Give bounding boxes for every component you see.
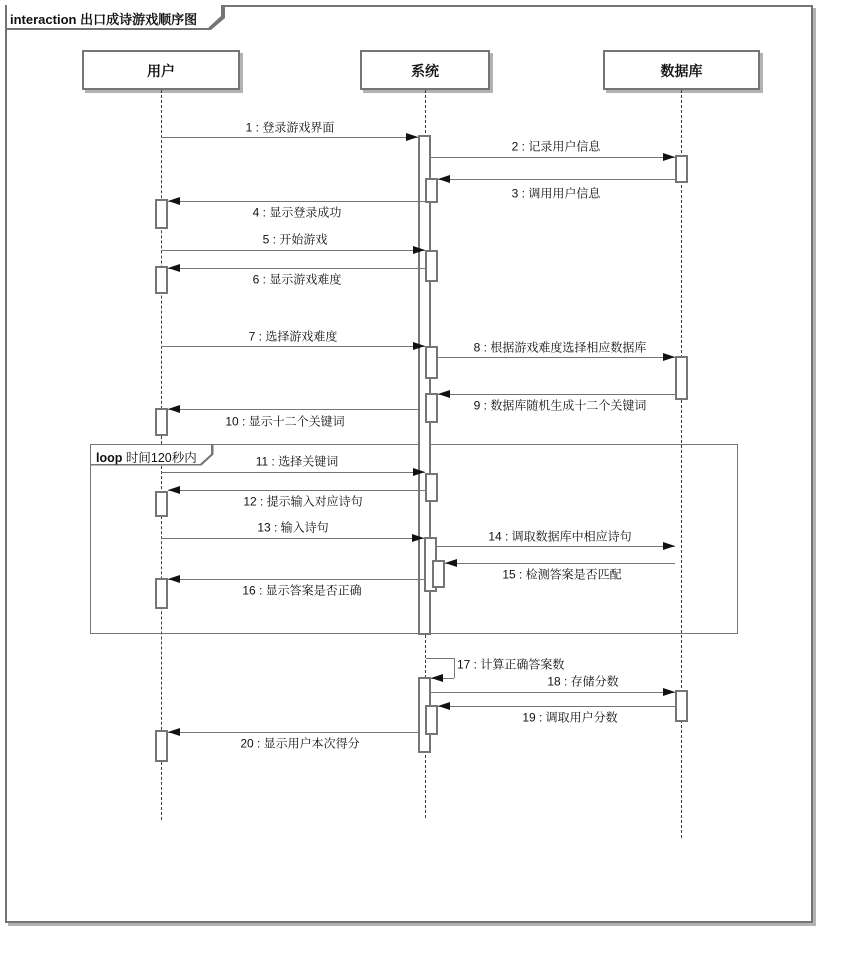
message-16-arrowhead-left <box>168 575 180 583</box>
message-7-line <box>161 346 425 347</box>
message-16-line <box>168 579 424 580</box>
loop-label <box>96 448 197 466</box>
message-17-label: 17 : 计算正确答案数 <box>457 657 565 672</box>
activation-bar-user <box>155 730 168 762</box>
activation-bar-user <box>155 199 168 229</box>
message-18-label: 18 : 存储分数 <box>547 674 619 689</box>
message-15-line <box>445 563 675 564</box>
diagram-title: interaction 出口成诗游戏顺序图 <box>10 12 198 27</box>
message-8-arrowhead-right <box>663 353 675 361</box>
activation-bar-system <box>425 178 438 203</box>
message-12-arrowhead-left <box>168 486 180 494</box>
message-6-label: 6 : 显示游戏难度 <box>252 272 342 287</box>
message-3-arrowhead-left <box>438 175 450 183</box>
message-6-line <box>168 268 425 269</box>
activation-bar-database <box>675 155 688 183</box>
message-17-line-top <box>426 658 454 659</box>
message-2-line <box>431 157 675 158</box>
actor-box-database: 数据库 <box>603 50 760 90</box>
actor-box-user: 用户 <box>82 50 240 90</box>
message-1-line <box>161 137 418 138</box>
message-1-label: 1 : 登录游戏界面 <box>245 120 335 135</box>
loop-guard: 时间120秒内 <box>122 451 197 465</box>
message-11-label: 11 : 选择关键词 <box>255 454 339 469</box>
activation-bar-user <box>155 266 168 294</box>
message-17-line-right <box>454 658 455 678</box>
message-14-label: 14 : 调取数据库中相应诗句 <box>488 529 632 544</box>
activation-bar-system <box>432 560 445 588</box>
loop-keyword: loop <box>96 451 123 465</box>
message-20-line <box>168 732 418 733</box>
message-2-label: 2 : 记录用户信息 <box>511 139 601 154</box>
message-9-arrowhead-left <box>438 390 450 398</box>
message-17-arrowhead-left <box>431 674 443 682</box>
message-19-arrowhead-left <box>438 702 450 710</box>
activation-bar-system <box>425 705 438 735</box>
message-15-label: 15 : 检测答案是否匹配 <box>502 567 622 582</box>
message-12-label: 12 : 提示输入对应诗句 <box>243 494 363 509</box>
message-18-arrowhead-right <box>663 688 675 696</box>
message-12-line <box>168 490 425 491</box>
message-9-line <box>438 394 675 395</box>
message-11-line <box>161 472 425 473</box>
activation-bar-system <box>425 473 438 502</box>
actor-box-system: 系统 <box>360 50 490 90</box>
message-3-label: 3 : 调用用户信息 <box>511 186 601 201</box>
activation-bar-system <box>425 250 438 282</box>
activation-bar-user <box>155 491 168 517</box>
activation-bar-user <box>155 578 168 609</box>
activation-bar-database <box>675 356 688 400</box>
message-5-arrowhead-right <box>413 246 425 254</box>
message-4-label: 4 : 显示登录成功 <box>252 205 342 220</box>
message-10-arrowhead-left <box>168 405 180 413</box>
message-5-line <box>161 250 425 251</box>
message-20-arrowhead-left <box>168 728 180 736</box>
message-14-line <box>437 546 675 547</box>
message-16-label: 16 : 显示答案是否正确 <box>242 583 362 598</box>
message-13-label: 13 : 输入诗句 <box>257 520 329 535</box>
message-8-label: 8 : 根据游戏难度选择相应数据库 <box>473 340 647 355</box>
message-7-arrowhead-right <box>413 342 425 350</box>
message-6-arrowhead-left <box>168 264 180 272</box>
message-9-label: 9 : 数据库随机生成十二个关键词 <box>473 398 647 413</box>
message-14-arrowhead-right <box>663 542 675 550</box>
message-11-arrowhead-right <box>413 468 425 476</box>
message-7-label: 7 : 选择游戏难度 <box>248 329 338 344</box>
message-4-line <box>168 201 425 202</box>
message-10-line <box>168 409 418 410</box>
message-13-arrowhead-right <box>412 534 424 542</box>
message-2-arrowhead-right <box>663 153 675 161</box>
message-15-arrowhead-left <box>445 559 457 567</box>
message-4-arrowhead-left <box>168 197 180 205</box>
message-13-line <box>161 538 424 539</box>
message-19-line <box>438 706 675 707</box>
activation-bar-system <box>425 346 438 379</box>
message-3-line <box>438 179 675 180</box>
message-8-line <box>438 357 675 358</box>
activation-bar-user <box>155 408 168 436</box>
activation-bar-database <box>675 690 688 722</box>
message-20-label: 20 : 显示用户本次得分 <box>240 736 360 751</box>
message-5-label: 5 : 开始游戏 <box>262 232 328 247</box>
message-18-line <box>431 692 675 693</box>
message-1-arrowhead-right <box>406 133 418 141</box>
message-10-label: 10 : 显示十二个关键词 <box>225 414 345 429</box>
message-19-label: 19 : 调取用户分数 <box>522 710 618 725</box>
activation-bar-system <box>425 393 438 423</box>
